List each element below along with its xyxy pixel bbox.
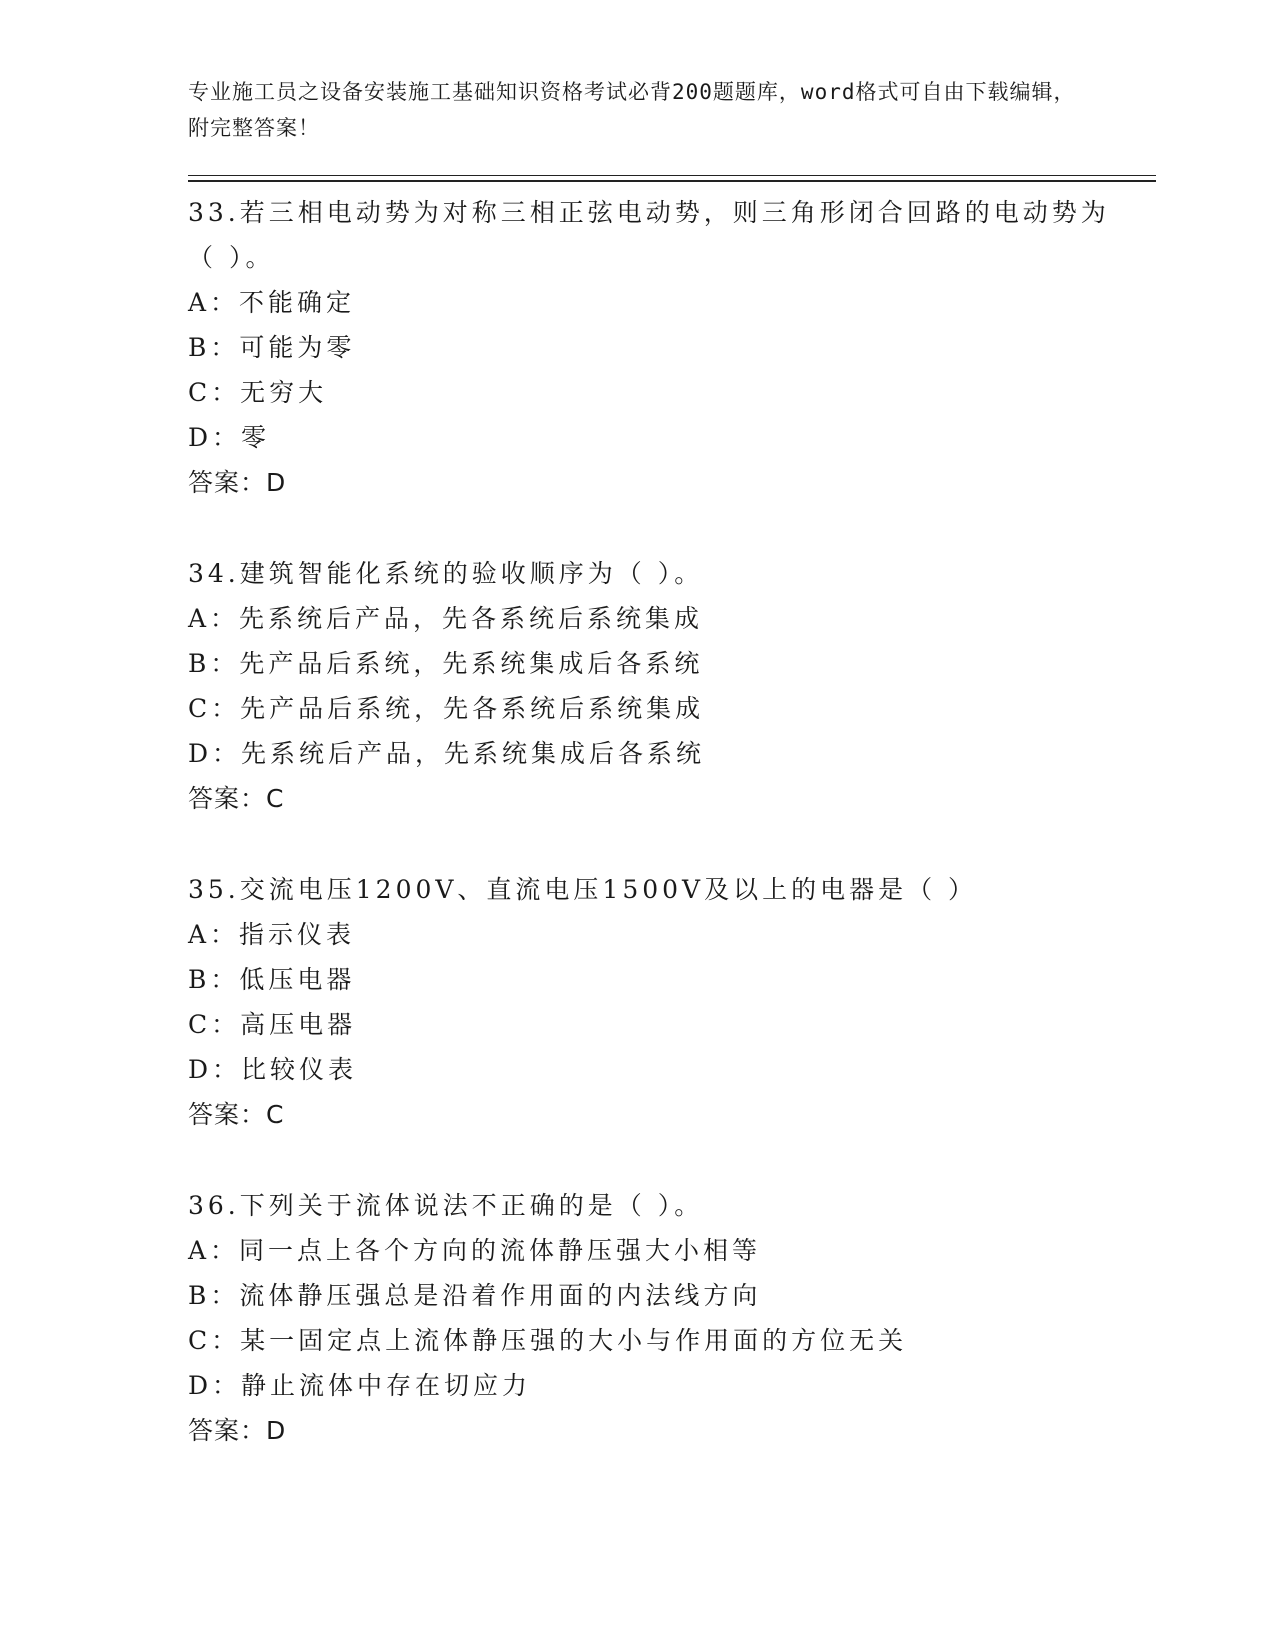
question-35 [188,867,1118,1137]
header-divider-thin [188,175,1156,176]
answer: 答案：D [188,1416,287,1445]
question-stem: 34.建筑智能化系统的验收顺序为（ ）。 [188,559,704,588]
option-a: A：指示仪表 [188,920,356,949]
question-list [188,190,1118,1499]
option-b: B：可能为零 [188,333,356,362]
option-d: D：零 [188,423,271,452]
option-c: C：先产品后系统，先各系统后系统集成 [188,694,705,723]
document-header: 专业施工员之设备安装施工基础知识资格考试必背200题题库，word格式可自由下载编辑，附完整答案！ [188,80,1076,140]
option-c: C：无穷大 [188,378,328,407]
option-d: D：比较仪表 [188,1055,358,1084]
question-34 [188,551,1118,821]
option-b: B：低压电器 [188,965,356,994]
header-divider-thick [188,180,1156,182]
question-stem: 33.若三相电动势为对称三相正弦电动势，则三角形闭合回路的电动势为（ ）。 [188,198,1110,272]
option-b: B：流体静压强总是沿着作用面的内法线方向 [188,1281,762,1310]
question-36 [188,1183,1118,1453]
question-33 [188,190,1118,505]
option-d: D：静止流体中存在切应力 [188,1371,532,1400]
question-stem: 36.下列关于流体说法不正确的是（ ）。 [188,1191,704,1220]
answer: 答案：D [188,468,287,497]
option-a: A：不能确定 [188,288,356,317]
option-b: B：先产品后系统，先系统集成后各系统 [188,649,704,678]
option-d: D：先系统后产品，先系统集成后各系统 [188,739,706,768]
option-a: A：同一点上各个方向的流体静压强大小相等 [188,1236,762,1265]
option-a: A：先系统后产品，先各系统后系统集成 [188,604,704,633]
answer: 答案：C [188,1100,285,1129]
option-c: C：高压电器 [188,1010,357,1039]
question-stem: 35.交流电压1200V、直流电压1500V及以上的电器是（ ） [188,875,978,904]
option-c: C：某一固定点上流体静压强的大小与作用面的方位无关 [188,1326,908,1355]
answer: 答案：C [188,784,285,813]
